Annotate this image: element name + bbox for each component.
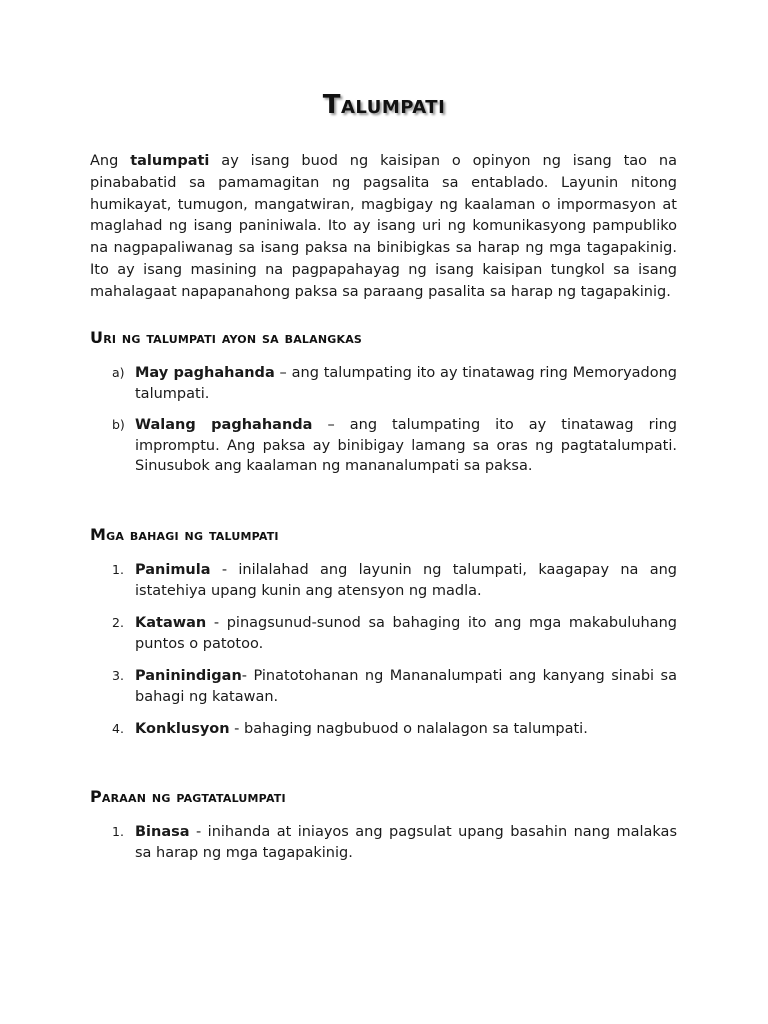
list-item [90, 666, 677, 707]
list-item [90, 822, 677, 863]
item-text: - inihanda at iniayos ang pagsulat upang basahin nang malakas sa harap ng mga tagapakinig. [135, 824, 677, 861]
section-list-paraan [90, 822, 677, 863]
list-marker: 1. [112, 824, 124, 839]
list-item [90, 560, 677, 601]
item-term: Konklusyon [135, 721, 230, 737]
item-text: - Pinatotohanan ng Mananalumpati ang kanyang sinabi sa bahagi ng katawan. [135, 668, 677, 705]
section-heading-uri: Uri ng talumpati ayon sa balangkas [90, 328, 363, 347]
intro-body: ay isang buod ng kaisipan o opinyon ng isang tao na pinababatid sa pamamagitan ng pagsalita sa entablado. Layunin nitong humikayat, tumugon, mangatwiran, magbigay ng kaalaman o impormasyon at maglahad ng isang paniniwala. Ito ay isang uri ng komunikasyong pampubliko na nagpapaliwanag sa isang paksa na binibigkas sa harap ng mga tagapakinig. Ito ay isang masining na pagpapahayag ng isang kaisipan tungkol sa isang mahalagaat napapanahong paksa sa paraang pasalita sa harap ng tagapakinig. [90, 153, 677, 300]
list-marker: b) [112, 417, 125, 432]
list-item [90, 613, 677, 654]
section-heading-bahagi: Mga bahagi ng talumpati [90, 525, 279, 544]
list-marker: 1. [112, 562, 124, 577]
item-term: Binasa [135, 824, 190, 840]
item-text: - pinagsunud-sunod sa bahaging ito ang mga makabuluhang puntos o patotoo. [135, 615, 677, 652]
list-item [90, 719, 677, 740]
list-marker: 4. [112, 721, 124, 736]
item-term: Katawan [135, 615, 207, 631]
section-list-bahagi [90, 560, 677, 740]
intro-term: talumpati [130, 153, 210, 169]
intro-paragraph [90, 151, 677, 304]
section-heading-paraan: Paraan ng pagtatalumpati [90, 787, 286, 806]
page-title: Talumpati [322, 90, 446, 120]
item-text: – ang talumpating ito ay tinatawag ring impromptu. Ang paksa ay binibigay lamang sa oras ng pagtatalumpati. Sinusubok ang kaalaman ng mananalumpati sa paksa. [135, 417, 677, 474]
section-list-uri [90, 363, 677, 477]
list-marker: a) [112, 365, 125, 380]
item-text: - inilalahad ang layunin ng talumpati, kaagapay na ang istatehiya upang kunin ang atensyon ng madla. [135, 562, 677, 599]
intro-lead: Ang [90, 153, 131, 169]
list-item [90, 363, 677, 404]
item-text: – ang talumpating ito ay tinatawag ring Memoryadong talumpati. [135, 365, 677, 402]
list-marker: 2. [112, 615, 124, 630]
item-term: May paghahanda [135, 365, 275, 381]
list-item [90, 415, 677, 477]
item-term: Paninindigan [135, 668, 242, 684]
item-term: Walang paghahanda [135, 417, 313, 433]
list-marker: 3. [112, 668, 124, 683]
item-text: - bahaging nagbubuod o nalalagon sa talumpati. [229, 721, 588, 737]
item-term: Panimula [135, 562, 211, 578]
